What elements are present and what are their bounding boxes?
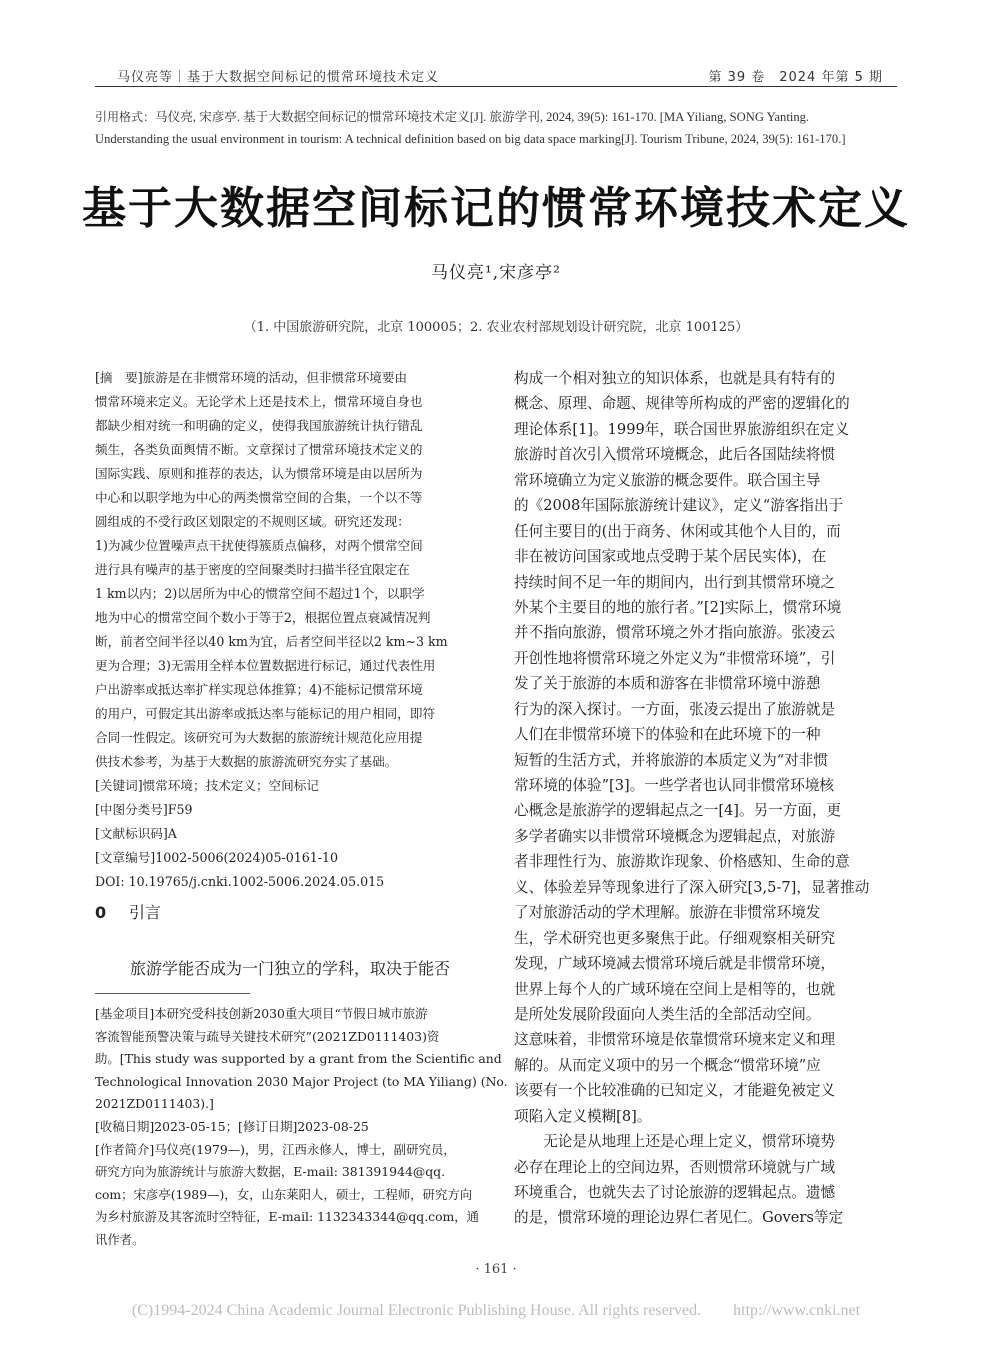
citation-line-2: Understanding the usual environment in tourism: A technical definition based on big data space marking[J]. Tourism Tribune, 2024, 39(5): 161-170.]	[95, 132, 846, 146]
abstract-line: 合同一性假定。该研究可为大数据的旅游统计规范化应用提	[95, 730, 423, 745]
affiliations: （1. 中国旅游研究院，北京 100005；2. 农业农村部规划设计研究院，北京 100125）	[243, 320, 749, 335]
footnotes	[95, 1003, 508, 1252]
body-line: 概念、原理、命题、规律等所构成的严密的逻辑化的	[514, 395, 850, 413]
abstract-line: 频生，各类负面舆情不断。文章探讨了惯常环境技术定义的	[95, 442, 423, 457]
body-line: 开创性地将惯常环境之外定义为“非惯常环境”，引	[514, 649, 836, 667]
citation-block	[95, 106, 905, 150]
citation-label: 引用格式：	[95, 110, 156, 124]
section-heading	[95, 900, 161, 923]
abstract-line: [摘 要]旅游是在非惯常环境的活动，但非惯常环境要由	[95, 370, 408, 385]
footnote-line: 2021ZD0111403).]	[95, 1096, 214, 1112]
footnote-line: 研究方向为旅游统计与旅游大数据，E-mail: 381391944@qq.	[95, 1164, 446, 1180]
body-line: 构成一个相对独立的知识体系，也就是具有特有的	[514, 370, 836, 387]
body-line: 行为的深入探讨。一方面，张凌云提出了旅游就是	[514, 700, 836, 718]
body-line: 旅游时首次引入惯常环境概念，此后各国陆续将惯	[514, 446, 836, 464]
body-text-right-column	[514, 366, 898, 1231]
article-metadata	[95, 774, 477, 894]
abstract-line: 惯常环境来定义。无论学术上还是技术上，惯常环境自身也	[95, 394, 423, 409]
metadata-line: [文献标识码]A	[95, 826, 177, 841]
running-header-issue: 第 39 卷 2024 年第 5 期	[708, 70, 883, 85]
page-number: · 161 ·	[475, 1262, 517, 1277]
citation-line-1: 马仪亮, 宋彦亭. 基于大数据空间标记的惯常环境技术定义[J]. 旅游学刊, 2024, 39(5): 161-170. [MA Yiliang, SONG Yanting.	[155, 110, 810, 124]
section-number: 0	[95, 903, 107, 922]
running-header	[95, 62, 897, 87]
body-line: 外某个主要目的地的旅行者。”[2]实际上，惯常环境	[514, 598, 842, 616]
body-line: 常环境确立为定义旅游的概念要件。联合国主导	[514, 471, 821, 489]
body-line: 并不指向旅游，惯常环境之外才指向旅游。张凌云	[514, 624, 836, 642]
body-line: 者非理性行为、旅游欺诈现象、价格感知、生命的意	[514, 853, 850, 871]
abstract-line: 更为合理；3)无需用全样本位置数据进行标记，通过代表性用	[95, 658, 436, 673]
abstract-line: 地为中心的惯常空间个数小于等于2，根据位置点衰减情况判	[95, 610, 431, 625]
body-line: 的是，惯常环境的理论边界仁者见仁。Govers等定	[514, 1209, 844, 1227]
body-line: 该要有一个比较准确的已知定义，才能避免被定义	[514, 1082, 836, 1100]
footnote-line: 讯作者。	[95, 1231, 145, 1247]
footnote-divider	[95, 993, 250, 994]
section-title: 引言	[129, 903, 162, 922]
abstract-line: 中心和以职学地为中心的两类惯常空间的合集，一个以不等	[95, 490, 423, 505]
paper-title: 基于大数据空间标记的惯常环境技术定义	[82, 183, 910, 234]
body-line: 的《2008年国际旅游统计建议》，定义“游客指出于	[514, 497, 844, 515]
footnote-line: [收稿日期]2023-05-15；[修订日期]2023-08-25	[95, 1118, 369, 1134]
body-line: 持续时间不足一年的期间内，出行到其惯常环境之	[514, 573, 836, 591]
body-line: 必存在理论上的空间边界，否则惯常环境就与广域	[514, 1158, 836, 1176]
abstract-line: 进行具有噪声的基于密度的空间聚类时扫描半径宜限定在	[95, 562, 410, 577]
body-line: 常环境的体验”[3]。一些学者也认同非惯常环境核	[514, 777, 835, 794]
body-line: 生，学术研究也更多聚焦于此。仔细观察相关研究	[514, 929, 836, 947]
body-line: 环境重合，也就失去了讨论旅游的逻辑起点。遗憾	[514, 1184, 836, 1201]
footnote-line: 助。[This study was supported by a grant from the Scientific and	[95, 1051, 502, 1067]
body-line: 人们在非惯常环境下的体验和在此环境下的一种	[514, 726, 821, 744]
footnote-line: 客流智能预警决策与疏导关键技术研究”(2021ZD0111403)资	[95, 1028, 440, 1044]
body-line: 这意味着，非惯常环境是依靠惯常环境来定义和理	[514, 1031, 836, 1049]
body-line: 发了关于旅游的本质和游客在非惯常环境中游憩	[514, 675, 821, 693]
body-line: 理论体系[1]。1999年，联合国世界旅游组织在定义	[514, 420, 850, 438]
abstract-line: 1)为减少位置噪声点干扰使得簇质点偏移，对两个惯常空间	[95, 538, 423, 553]
footnote-line: 为乡村旅游及其客流时空特征，E-mail: 1132343344@qq.com，通	[95, 1209, 480, 1225]
intro-paragraph-start: 旅游学能否成为一门独立的学科，取决于能否	[130, 959, 451, 978]
body-line: 发现，广域环境减去惯常环境后就是非惯常环境，	[514, 955, 836, 973]
metadata-line: [文章编号]1002-5006(2024)05-0161-10	[95, 850, 339, 865]
abstract-line: 断，前者空间半径以40 km为宜，后者空间半径以2 km~3 km	[95, 634, 448, 649]
footnote-line: com；宋彦亭(1989—)，女，山东莱阳人，硕士，工程师，研究方向	[95, 1186, 473, 1202]
abstract-line: 的用户，可假定其出游率或抵达率与能标记的用户相同，即符	[95, 706, 436, 721]
footnote-line: [基金项目]本研究受科技创新2030重大项目“节假日城市旅游	[95, 1006, 428, 1021]
metadata-line: [关键词]惯常环境；技术定义；空间标记	[95, 778, 319, 793]
abstract-line: 户出游率或抵达率扩样实现总体推算；4)不能标记惯常环境	[95, 682, 423, 697]
abstract-column	[95, 366, 477, 894]
abstract-line: 都缺少相对统一和明确的定义，使得我国旅游统计执行错乱	[95, 418, 423, 433]
body-line: 心概念是旅游学的逻辑起点之一[4]。另一方面，更	[514, 802, 842, 820]
footnote-line: [作者简介]马仪亮(1979—)，男，江西永修人，博士，副研究员，	[95, 1141, 456, 1157]
metadata-line: DOI: 10.19765/j.cnki.1002-5006.2024.05.015	[95, 874, 385, 889]
body-line: 世界上每个人的广域环境在空间上是相等的，也就	[514, 980, 836, 998]
abstract	[95, 366, 477, 774]
body-line: 非在被访问国家或地点受聘于某个居民实体)，在	[514, 548, 827, 566]
body-line: 义、体验差异等现象进行了深入研究[3,5-7]，显著推动	[514, 878, 870, 896]
body-line: 是所处发展阶段面向人类生活的全部活动空间。	[514, 1005, 821, 1023]
body-line: 解的。从而定义项中的另一个概念“惯常环境”应	[514, 1056, 821, 1074]
abstract-line: 供技术参考，为基于大数据的旅游流研究夯实了基础。	[95, 754, 398, 769]
running-header-title: 马仪亮等｜基于大数据空间标记的惯常环境技术定义	[117, 70, 440, 85]
author-list: 马仪亮¹,宋彦亭²	[430, 263, 562, 283]
body-line: 了对旅游活动的学术理解。旅游在非惯常环境发	[514, 904, 821, 922]
abstract-line: 圆组成的不受行政区划限定的不规则区域。研究还发现：	[95, 514, 410, 529]
metadata-line: [中图分类号]F59	[95, 802, 193, 817]
copyright-watermark: (C)1994-2024 China Academic Journal Electronic Publishing House. All rights reserved. http://www.cnki.net	[131, 1302, 861, 1319]
body-line: 项陷入定义模糊[8]。	[514, 1107, 652, 1125]
abstract-line: 国际实践、原则和推荐的表达，认为惯常环境是由以居所为	[95, 466, 423, 481]
body-line: 短暂的生活方式，并将旅游的本质定义为“对非惯	[514, 751, 828, 769]
abstract-line: 1 km以内；2)以居所为中心的惯常空间不超过1个，以职学	[95, 586, 425, 601]
body-line: 任何主要目的(出于商务、休闲或其他个人目的，而	[514, 522, 841, 540]
body-line: 多学者确实以非惯常环境概念为逻辑起点，对旅游	[514, 827, 836, 845]
footnote-line: Technological Innovation 2030 Major Project (to MA Yiliang) (No.	[95, 1073, 508, 1089]
body-line: 无论是从地理上还是心理上定义，惯常环境势	[514, 1133, 836, 1151]
